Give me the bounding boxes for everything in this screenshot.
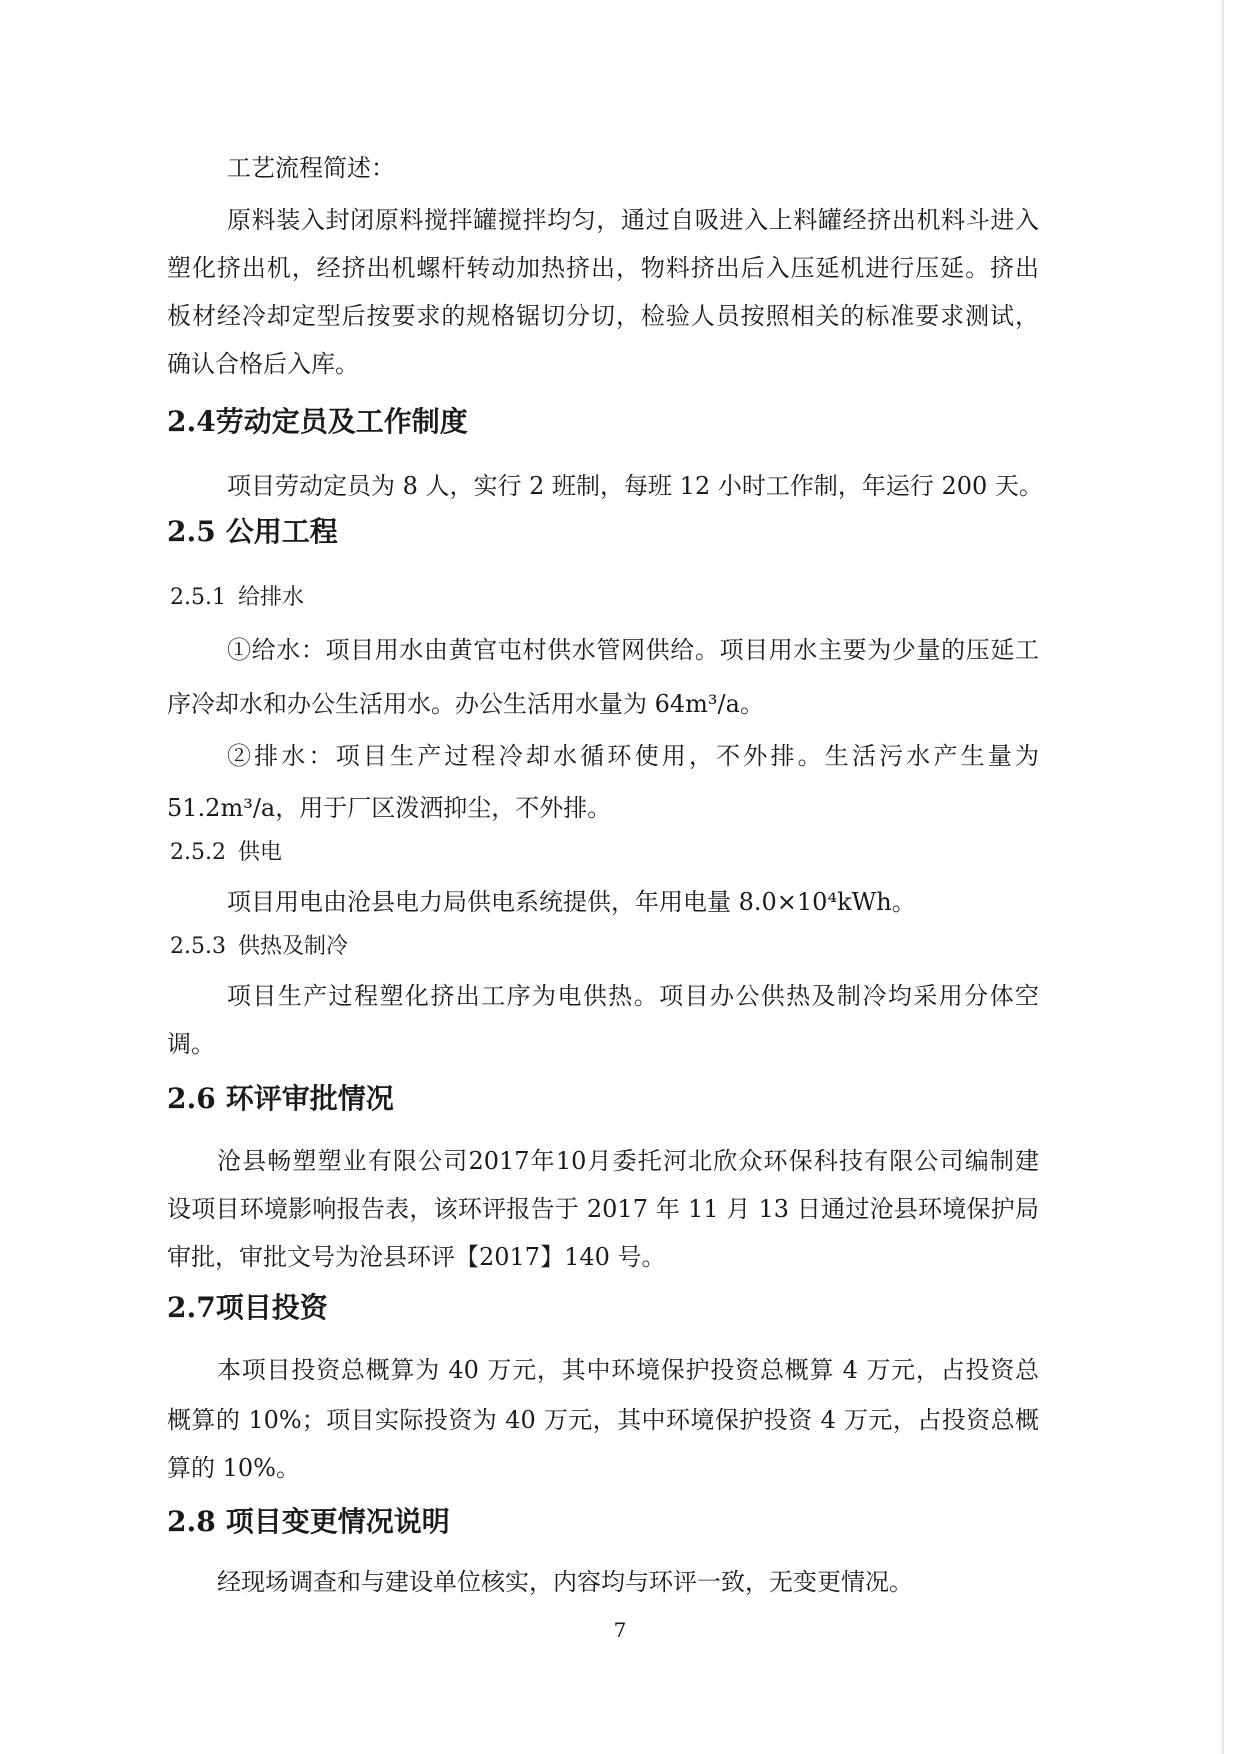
heating-line-1: 项目生产过程塑化挤出工序为电供热。项目办公供热及制冷均采用分体空 [227,982,1039,1010]
section-2-7-number: 2.7 [167,1291,216,1324]
subsection-2-5-2-number: 2.5.2 [170,840,226,865]
section-2-8-heading [167,1504,450,1540]
heating-line-2: 调。 [167,1030,215,1058]
section-2-4-heading [167,404,468,440]
investment-line-3: 算的 10%。 [167,1454,300,1482]
water-supply-line-2: 序冷却水和办公生活用水。办公生活用水量为 64m³/a。 [167,690,764,718]
process-line-2: 塑化挤出机，经挤出机螺杆转动加热挤出，物料挤出后入压延机进行压延。挤出 [167,254,1039,282]
process-line-4: 确认合格后入库。 [167,350,359,378]
scan-edge-line [1222,0,1224,1754]
section-2-6-number: 2.6 [167,1082,216,1115]
subsection-2-5-3-number: 2.5.3 [170,934,226,959]
subsection-2-5-1-number: 2.5.1 [170,585,226,610]
process-line-3: 板材经冷却定型后按要求的规格锯切分切，检验人员按照相关的标准要求测试， [167,302,1039,330]
section-2-6-title: 环评审批情况 [225,1082,394,1115]
section-2-7-heading [167,1290,328,1326]
change-text: 经现场调查和与建设单位核实，内容均与环评一致，无变更情况。 [217,1568,913,1596]
section-2-6-heading [167,1081,394,1117]
process-line-1: 原料装入封闭原料搅拌罐搅拌均匀，通过自吸进入上料罐经挤出机料斗进入 [227,206,1039,234]
subsection-2-5-3-title: 供热及制冷 [237,934,348,959]
staffing-text: 项目劳动定员为 8 人，实行 2 班制，每班 12 小时工作制，年运行 200 天。 [227,472,1043,500]
water-supply-line-1: ①给水：项目用水由黄官屯村供水管网供给。项目用水主要为少量的压延工 [227,636,1039,664]
subsection-2-5-2-heading [170,838,282,868]
investment-line-2: 概算的 10%；项目实际投资为 40 万元，其中环境保护投资 4 万元，占投资总概 [167,1406,1039,1434]
section-2-5-title: 公用工程 [225,515,338,548]
section-2-5-heading [167,514,338,550]
subsection-2-5-1-heading [170,583,304,613]
page-number: 7 [613,1618,627,1642]
section-2-7-title: 项目投资 [215,1291,328,1324]
subsection-2-5-2-title: 供电 [237,840,282,865]
investment-line-1: 本项目投资总概算为 40 万元，其中环境保护投资总概算 4 万元，占投资总 [217,1356,1039,1384]
process-title: 工艺流程简述： [227,154,395,182]
power-supply-text: 项目用电由沧县电力局供电系统提供，年用电量 8.0×10⁴kWh。 [227,888,916,916]
section-2-4-number: 2.4 [167,405,216,438]
subsection-2-5-3-heading [170,932,348,962]
eia-line-3: 审批，审批文号为沧县环评【2017】140 号。 [167,1243,666,1271]
eia-line-2: 设项目环境影响报告表，该环评报告于 2017 年 11 月 13 日通过沧县环境保护局 [167,1195,1039,1223]
eia-line-1: 沧县畅塑塑业有限公司2017年10月委托河北欣众环保科技有限公司编制建 [217,1147,1039,1175]
section-2-8-title: 项目变更情况说明 [225,1505,450,1538]
subsection-2-5-1-title: 给排水 [237,585,304,610]
drainage-line-1: ②排水：项目生产过程冷却水循环使用，不外排。生活污水产生量为 [227,742,1039,770]
drainage-line-2: 51.2m³/a，用于厂区泼洒抑尘，不外排。 [167,794,612,822]
section-2-5-number: 2.5 [167,515,216,548]
section-2-4-title: 劳动定员及工作制度 [215,405,468,438]
section-2-8-number: 2.8 [167,1505,216,1538]
